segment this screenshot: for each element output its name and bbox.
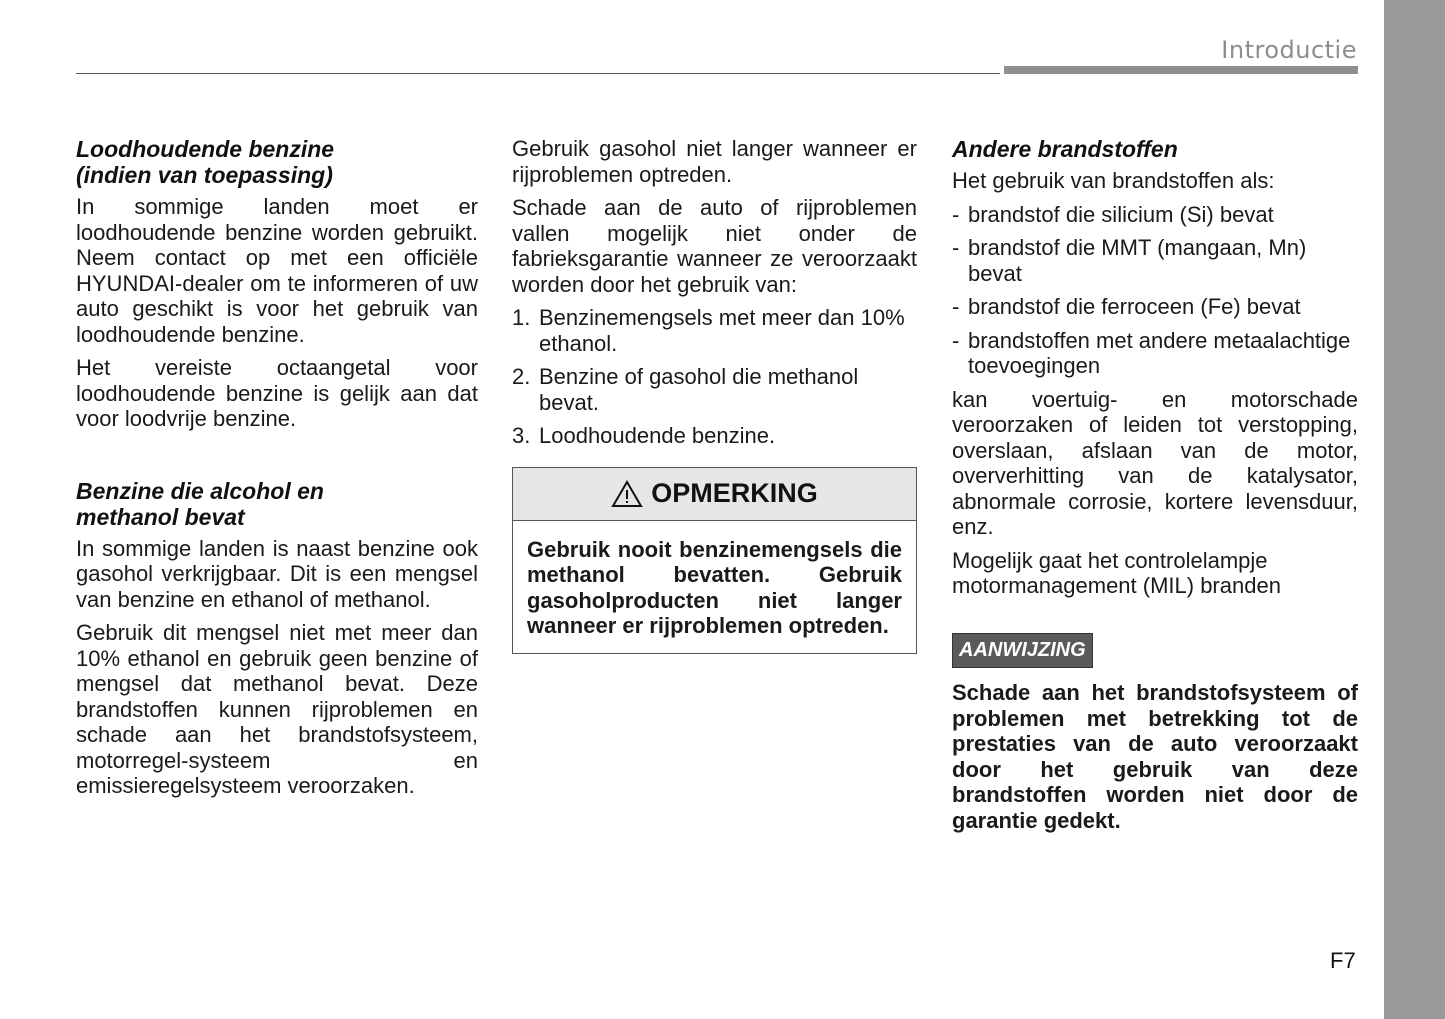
header-rule-thick bbox=[1004, 66, 1358, 74]
paragraph: In sommige landen is naast benzine ook gasohol verkrijgbaar. Dit is een mengsel van benzine en ethanol of methanol. bbox=[76, 535, 478, 612]
notice-body: Gebruik nooit benzinemengsels die methanol bevatten. Gebruik gasoholproducten niet langer wanneer er rijproblemen optreden. bbox=[527, 536, 902, 638]
column-2 bbox=[512, 136, 917, 654]
paragraph: Schade aan de auto of rijproblemen vallen mogelijk niet onder de fabrieksgarantie wanneer ze veroorzaakt worden door het gebruik van: bbox=[512, 195, 917, 297]
notice-title: OPMERKING bbox=[651, 477, 818, 508]
paragraph: Gebruik dit mengsel niet met meer dan 10% ethanol en gebruik geen benzine of mengsel dat methanol bevat. Deze brandstoffen kunnen rijproblemen en schade aan het brandstofsysteem, motorregel-systeem en emissieregelsysteem veroorzaken. bbox=[76, 620, 478, 798]
section-title: Introductie bbox=[1221, 36, 1357, 64]
notice-box bbox=[512, 467, 917, 654]
paragraph: In sommige landen moet er loodhoudende benzine worden gebruikt. Neem contact op met een officiële HYUNDAI-dealer om te informeren of uw auto geschikt is voor het gebruik van loodhoudende benzine. bbox=[76, 194, 478, 347]
list-item: - brandstof die silicium (Si) bevat bbox=[952, 201, 1274, 227]
numbered-list bbox=[512, 305, 917, 449]
list-item: - brandstof die MMT (mangaan, Mn) bevat bbox=[952, 235, 1307, 286]
column-3 bbox=[952, 136, 1358, 833]
list-item: 3. Loodhoudende benzine. bbox=[512, 423, 776, 448]
page-number: F7 bbox=[1330, 948, 1356, 973]
paragraph: Het vereiste octaangetal voor loodhoudende benzine is gelijk aan dat voor loodvrije benzine. bbox=[76, 355, 478, 431]
list-item: 1. Benzinemengsels met meer dan 10% ethanol. bbox=[512, 305, 905, 356]
list-item: - brandstoffen met andere metaalachtige toevoegingen bbox=[952, 327, 1351, 378]
bullet-list bbox=[952, 202, 1358, 379]
list-item: - brandstof die ferroceen (Fe) bevat bbox=[952, 294, 1301, 319]
warning-triangle-icon bbox=[611, 480, 643, 508]
paragraph: kan voertuig- en motorschade veroorzaken of leiden tot verstopping, overslaan, afslaan van de motor, oververhitting van de katalysator, abnormale corrosie, kortere levensduur, enz. bbox=[952, 386, 1358, 539]
paragraph: Mogelijk gaat het controlelampje motormanagement (MIL) branden bbox=[952, 547, 1281, 598]
list-item: 2. Benzine of gasohol die methanol bevat. bbox=[512, 364, 859, 415]
note-badge: AANWIJZING bbox=[952, 633, 1093, 669]
heading-other-fuels: Andere brandstoffen bbox=[952, 136, 1178, 162]
column-1 bbox=[76, 136, 478, 807]
heading-alcohol-fuel: Benzine die alcohol en methanol bevat bbox=[76, 477, 324, 530]
paragraph: Gebruik gasohol niet langer wanneer er rijproblemen optreden. bbox=[512, 136, 917, 187]
header-rule bbox=[76, 73, 1000, 74]
paragraph: Het gebruik van brandstoffen als: bbox=[952, 168, 1275, 193]
side-tab-bar bbox=[1384, 0, 1445, 1019]
heading-leaded-fuel: Loodhoudende benzine (indien van toepassing) bbox=[76, 136, 335, 188]
note-text: Schade aan het brandstofsysteem of problemen met betrekking tot de prestaties van de auto veroorzaakt door het gebruik van deze brandstoffen worden niet door de garantie gedekt. bbox=[952, 680, 1358, 833]
notice-header bbox=[513, 468, 916, 521]
